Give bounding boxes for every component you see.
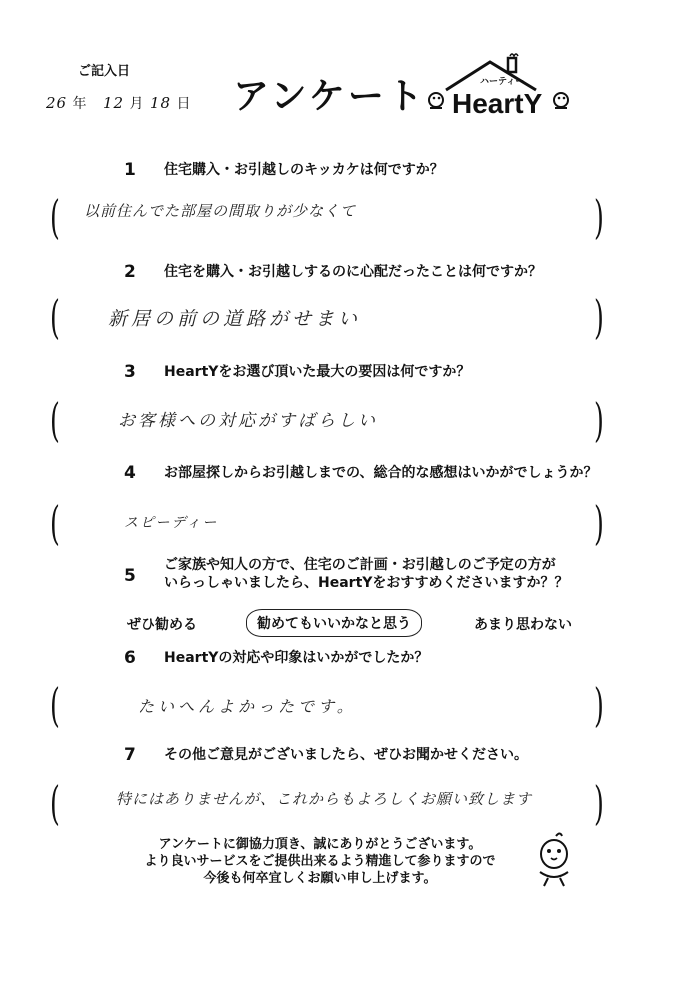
question-6-text: HeartYの対応や印象はいかがでしたか？ [164, 650, 429, 666]
hearty-logo [418, 50, 578, 122]
date-year-unit: 年 [72, 96, 88, 112]
question-4-number: 4 [124, 463, 136, 483]
answer-1-open-paren: ( [50, 190, 60, 244]
footer-message [120, 836, 520, 887]
answer-7-close-paren: ) [594, 776, 604, 830]
answer-3-close-paren: ) [594, 393, 604, 447]
answer-4-close-paren: ) [594, 496, 604, 550]
question-1-number: 1 [124, 160, 136, 180]
question-3-number: 3 [124, 362, 136, 382]
date-label: ご記入日 [78, 64, 131, 79]
question-3-text: HeartYをお選び頂いた最大の要因は何ですか？ [164, 364, 471, 380]
answer-2-open-paren: ( [50, 290, 60, 344]
answer-7-open-paren: ( [50, 776, 60, 830]
question-7-number: 7 [124, 745, 136, 765]
answer-4-text: スピーディー [124, 515, 219, 531]
answer-4-open-paren: ( [50, 496, 60, 550]
answer-7-text: 特にはありませんが、これからもよろしくお願い致します [116, 790, 533, 808]
question-7-text: その他ご意見がございましたら、ぜひお聞かせください。 [164, 747, 528, 763]
answer-3-open-paren: ( [50, 393, 60, 447]
footer-line-2: より良いサービスをご提供出来るよう精進して参りますので [144, 854, 496, 869]
question-1-text: 住宅購入・お引越しのキッカケは何ですか？ [164, 162, 444, 178]
question-2-text: 住宅を購入・お引越しするのに心配だったことは何ですか？ [164, 264, 542, 280]
question-2-number: 2 [124, 262, 136, 282]
question-4-text: お部屋探しからお引越しまでの、総合的な感想はいかがでしょうか？ [164, 465, 598, 481]
question-5-number: 5 [124, 566, 136, 586]
date-day: 18 [150, 94, 172, 112]
date-year: 26 [46, 94, 68, 112]
date-day-unit: 日 [176, 96, 192, 112]
answer-2-text: 新居の前の道路がせまい [108, 308, 362, 330]
answer-3-text: お客様への対応がすばらしい [118, 411, 378, 431]
date-value [46, 93, 192, 113]
question-5-text-line2: いらっしゃいましたら、HeartYをおすすめくださいますか？？ [164, 575, 569, 591]
option-not-really[interactable]: あまり思わない [474, 617, 572, 633]
footer-line-3: 今後も何卒宜しくお願い申し上げます。 [203, 871, 437, 886]
footer-line-1: アンケートに御協力頂き、誠にありがとうございます。 [158, 837, 482, 852]
answer-6-close-paren: ) [594, 678, 604, 732]
question-6-number: 6 [124, 648, 136, 668]
page-title: アンケート [233, 76, 426, 117]
answer-1-text: 以前住んでた部屋の間取りが少なくて [84, 202, 357, 220]
house-logo-icon [418, 50, 578, 122]
date-month: 12 [103, 94, 125, 112]
logo-ruby: ハーティー [480, 77, 525, 87]
logo-text: HeartY [452, 88, 543, 119]
answer-1-close-paren: ) [594, 190, 604, 244]
answer-2-close-paren: ) [594, 290, 604, 344]
answer-6-text: たいへんよかったです。 [138, 697, 357, 716]
answer-6-open-paren: ( [50, 678, 60, 732]
question-5-text-line1: ご家族や知人の方で、住宅のご計画・お引越しのご予定の方が [164, 557, 556, 573]
option-maybe-recommend-selected[interactable]: 勧めてもいいかなと思う [246, 609, 422, 637]
bird-mascot-icon [530, 830, 580, 890]
date-month-unit: 月 [129, 96, 145, 112]
option-definitely-recommend[interactable]: ぜひ勧める [127, 617, 197, 633]
